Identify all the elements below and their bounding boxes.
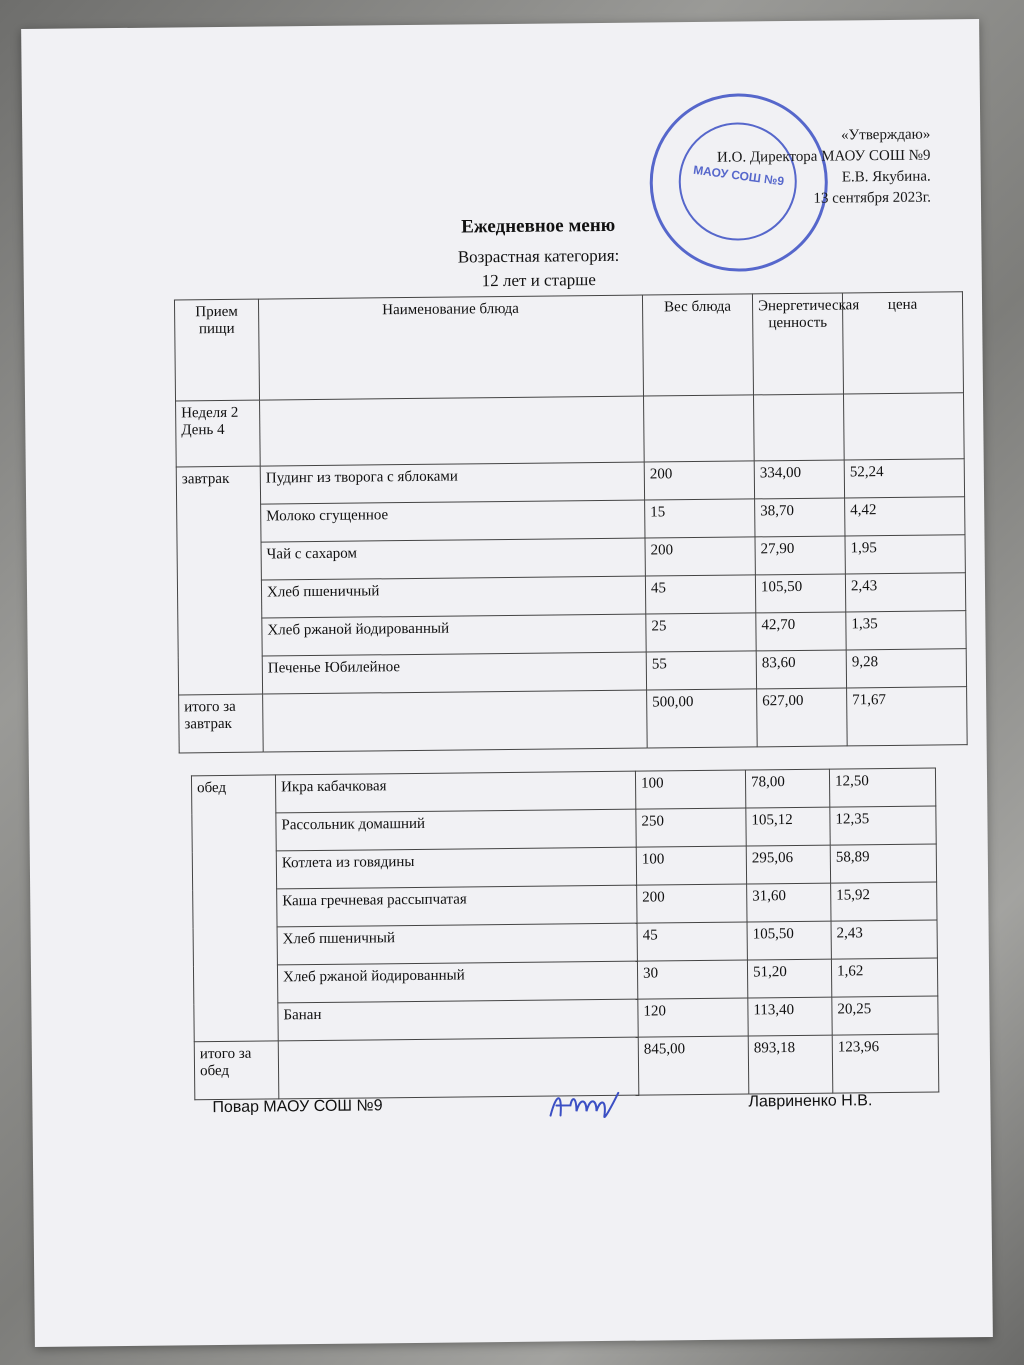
meal-label: обед bbox=[191, 775, 278, 1042]
dish-energy: 334,00 bbox=[754, 460, 844, 499]
dish-name: Хлеб ржаной йодированный bbox=[277, 961, 637, 1003]
dish-energy: 38,70 bbox=[755, 498, 845, 537]
dish-price: 1,35 bbox=[846, 611, 966, 650]
dish-price: 12,35 bbox=[830, 806, 936, 845]
dish-name: Хлеб пшеничный bbox=[277, 923, 637, 965]
dish-energy: 105,50 bbox=[747, 921, 831, 960]
approval-line-4: 13 сентября 2023г. bbox=[813, 189, 932, 207]
dish-weight: 25 bbox=[646, 613, 756, 652]
total-price: 71,67 bbox=[847, 687, 968, 746]
stamp-center-text: МАОУ СОШ №9 bbox=[692, 162, 785, 189]
header-meal: Прием пищи bbox=[174, 299, 259, 401]
header-dish: Наименование блюда bbox=[258, 295, 643, 400]
dish-name: Рассольник домашний bbox=[276, 809, 636, 851]
dish-price: 12,50 bbox=[829, 768, 935, 807]
dish-weight: 15 bbox=[645, 499, 755, 538]
age-category bbox=[413, 243, 663, 294]
lunch-table bbox=[191, 768, 939, 1101]
dish-price: 2,43 bbox=[845, 573, 965, 612]
age-category-label: Возрастная категория: bbox=[457, 245, 620, 267]
total-weight: 500,00 bbox=[647, 689, 758, 748]
total-price: 123,96 bbox=[832, 1034, 939, 1093]
dish-name: Котлета из говядины bbox=[276, 847, 636, 889]
dish-price: 58,89 bbox=[830, 844, 936, 883]
dish-price: 1,95 bbox=[845, 535, 965, 574]
menu-sheet bbox=[21, 19, 993, 1347]
dish-name: Пудинг из творога с яблоками bbox=[260, 462, 644, 504]
dish-energy: 31,60 bbox=[747, 883, 831, 922]
footer-cook-label: Повар МАОУ СОШ №9 bbox=[212, 1097, 383, 1117]
dish-price: 1,62 bbox=[831, 958, 937, 997]
dish-name: Хлеб ржаной йодированный bbox=[262, 614, 646, 656]
dish-weight: 120 bbox=[638, 998, 748, 1037]
breakfast-table bbox=[174, 291, 968, 753]
dish-energy: 78,00 bbox=[745, 769, 829, 808]
dish-energy: 105,12 bbox=[746, 807, 830, 846]
dish-energy: 83,60 bbox=[756, 650, 846, 689]
signature-icon bbox=[542, 1085, 622, 1126]
header-energy: Энергетическая ценность bbox=[752, 293, 843, 395]
dish-price: 15,92 bbox=[831, 882, 937, 921]
total-label: итого за завтрак bbox=[179, 694, 264, 753]
dish-weight: 45 bbox=[645, 575, 755, 614]
dish-energy: 295,06 bbox=[746, 845, 830, 884]
total-energy: 893,18 bbox=[748, 1035, 833, 1094]
dish-weight: 100 bbox=[635, 770, 745, 809]
dish-name: Молоко сгущенное bbox=[261, 500, 645, 542]
dish-price: 20,25 bbox=[832, 996, 938, 1035]
total-row bbox=[179, 687, 968, 753]
page-title: Ежедневное меню bbox=[461, 214, 616, 238]
dish-weight: 55 bbox=[646, 651, 756, 690]
dish-weight: 100 bbox=[636, 846, 746, 885]
dish-energy: 42,70 bbox=[756, 612, 846, 651]
dish-price: 4,42 bbox=[845, 497, 965, 536]
dish-name: Печенье Юбилейное bbox=[262, 652, 646, 694]
approval-line-3: Е.В. Якубина. bbox=[841, 168, 931, 186]
dish-weight: 200 bbox=[637, 884, 747, 923]
footer-cook-name: Лавриненко Н.В. bbox=[748, 1092, 873, 1111]
header-price: цена bbox=[842, 292, 963, 394]
dish-name: Икра кабачковая bbox=[275, 771, 635, 813]
approval-line-2: И.О. Директора МАОУ СОШ №9 bbox=[716, 147, 931, 166]
dish-weight: 250 bbox=[636, 808, 746, 847]
total-label: итого за обед bbox=[194, 1041, 279, 1100]
dish-price: 52,24 bbox=[844, 459, 964, 498]
dish-name: Хлеб пшеничный bbox=[261, 576, 645, 618]
dish-weight: 200 bbox=[644, 461, 754, 500]
dish-energy: 105,50 bbox=[755, 574, 845, 613]
dish-energy: 27,90 bbox=[755, 536, 845, 575]
total-weight: 845,00 bbox=[638, 1036, 749, 1095]
dish-price: 2,43 bbox=[831, 920, 937, 959]
dish-name: Банан bbox=[278, 999, 638, 1041]
dish-weight: 200 bbox=[645, 537, 755, 576]
header-weight: Вес блюда bbox=[642, 294, 753, 396]
dish-name: Чай с сахаром bbox=[261, 538, 645, 580]
week-label: Неделя 2 День 4 bbox=[176, 400, 261, 467]
age-category-value: 12 лет и старше bbox=[481, 270, 596, 291]
meal-label: завтрак bbox=[176, 466, 262, 695]
dish-energy: 113,40 bbox=[748, 997, 832, 1036]
total-energy: 627,00 bbox=[757, 688, 848, 747]
approval-block bbox=[717, 125, 931, 211]
week-row bbox=[176, 393, 965, 467]
approval-line-1: «Утверждаю» bbox=[841, 126, 931, 144]
dish-name: Каша гречневая рассыпчатая bbox=[277, 885, 637, 927]
table-header-row bbox=[174, 292, 963, 401]
dish-energy: 51,20 bbox=[747, 959, 831, 998]
dish-weight: 30 bbox=[637, 960, 747, 999]
dish-price: 9,28 bbox=[846, 649, 966, 688]
dish-weight: 45 bbox=[637, 922, 747, 961]
